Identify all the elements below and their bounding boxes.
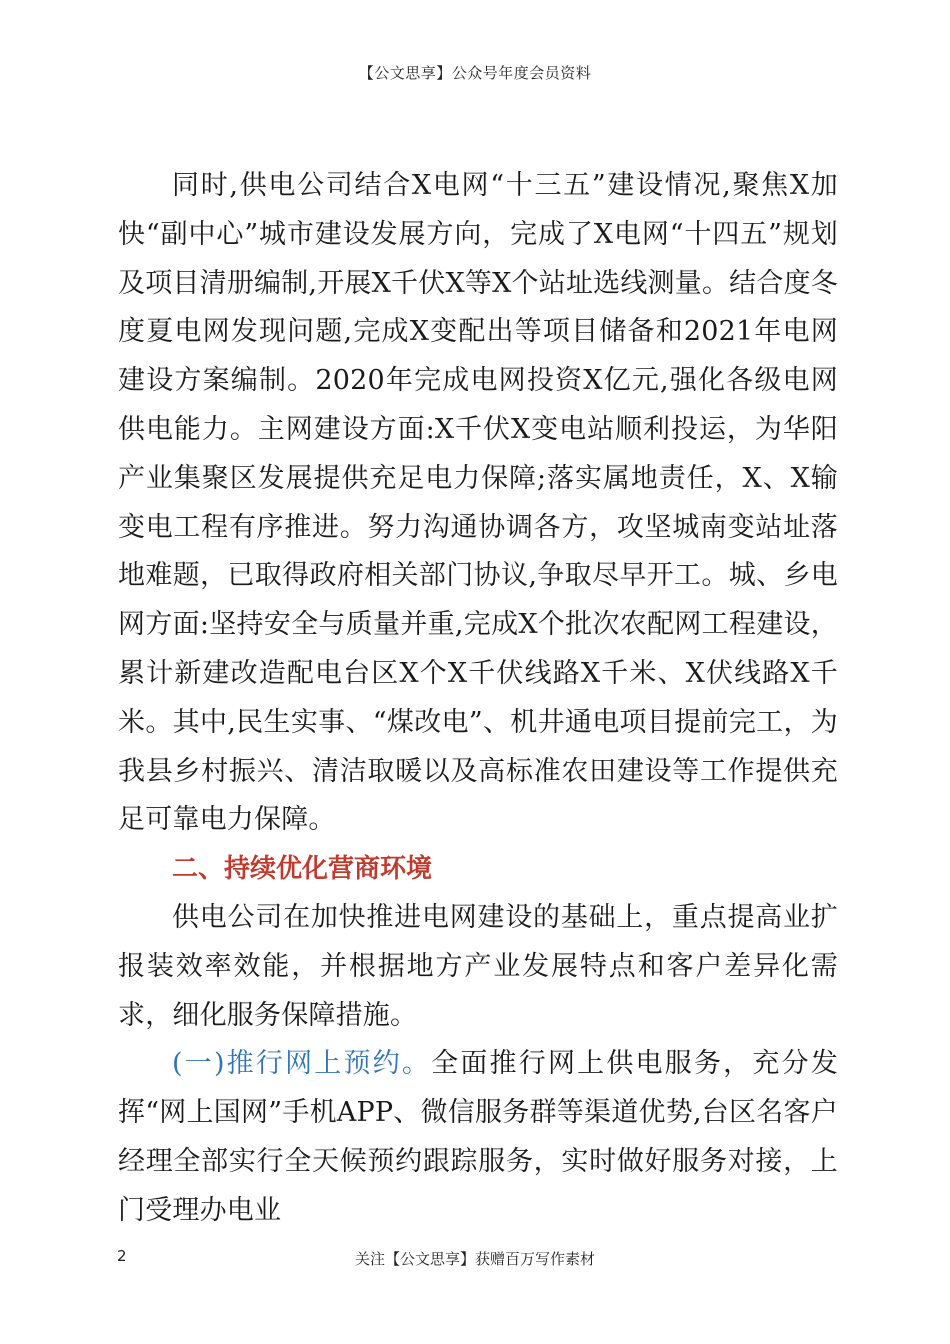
document-body: [118, 162, 838, 1236]
page-header: 【公文思享】公众号年度会员资料: [358, 64, 592, 82]
page-footer: 关注【公文思享】获赠百万写作素材: [354, 1250, 595, 1268]
subsection-text: 全面推行网上供电服务，充分发挥“网上国网”手机APP、微信服务群等渠道优势,台区名客户经理全部实行全天候预约跟踪服务，实时做好服务对接，上门受理办电业: [118, 1048, 838, 1226]
page-number: 2: [117, 1247, 127, 1265]
section-heading: 二、持续优化营商环境: [172, 854, 433, 885]
paragraph-grid-construction: 同时,供电公司结合X电网“十三五”建设情况,聚焦X加快“副中心”城市建设发展方向，完成了X电网“十四五”规划及项目清册编制,开展X千伏X等X个站址选线测量。结合度冬度夏电网发现问题,完成X变配出等项目储备和2021年电网建设方案编制。2020年完成电网投资X亿元,强化各级电网供电能力。主网建设方面:X千伏X变电站顺利投运，为华阳产业集聚区发展提供充足电力保障;落实属地责任，X、X输变电工程有序推进。努力沟通协调各方，攻坚城南变站址落地难题，已取得政府相关部门协议,争取尽早开工。城、乡电网方面:坚持安全与质量并重,完成X个批次农配网工程建设，累计新建改造配电台区X个X千伏线路X千米、X伏线路X千米。其中,民生实事、“煤改电”、机井通电项目提前完工，为我县乡村振兴、清洁取暖以及高标准农田建设等工作提供充足可靠电力保障。: [118, 170, 838, 836]
subsection-heading: (一)推行网上预约。: [172, 1048, 432, 1080]
paragraph-online-booking: [118, 1040, 838, 1235]
paragraph-business-environment: 供电公司在加快推进电网建设的基础上，重点提高业扩报装效率效能，并根据地方产业发展特点和客户差异化需求，细化服务保障措施。: [118, 901, 838, 1031]
